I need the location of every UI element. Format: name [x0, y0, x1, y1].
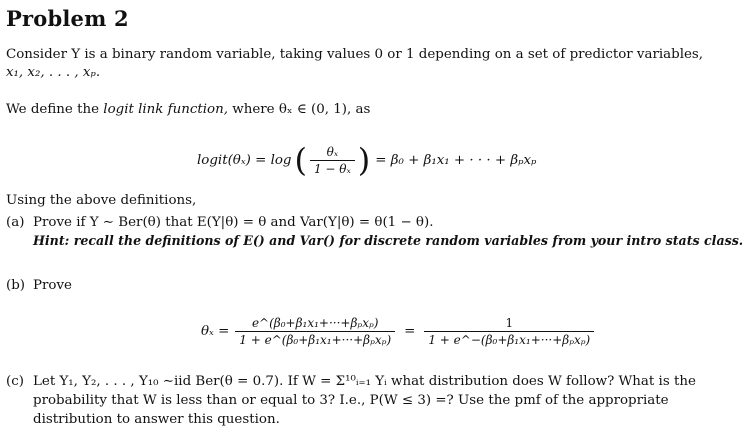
part-b-text: Prove — [33, 278, 72, 293]
fraction-one — [235, 316, 395, 347]
logit-numerator: θₓ — [326, 144, 339, 159]
using-definitions: Using the above definitions, — [6, 193, 197, 208]
fraction-two-denominator: 1 + e^−(β₀+β₁x₁+···+βₚxₚ) — [424, 331, 594, 347]
fraction-one-denominator: 1 + e^(β₀+β₁x₁+···+βₚxₚ) — [235, 331, 395, 347]
logit-lhs: logit(θₓ) = log — [197, 152, 292, 168]
theta-lhs: θₓ = — [201, 323, 230, 339]
part-a-text: Prove if Y ∼ Ber(θ) that E(Y|θ) = θ and Var(Y|θ) = θ(1 − θ). — [33, 215, 434, 230]
part-a-hint: Hint: recall the definitions of E() and Var() for discrete random variables from your intro stats class. — [33, 233, 744, 248]
part-c-line-1: Let Y₁, Y₂, . . . , Y₁₀ ∼iid Ber(θ = 0.7). If W = Σ¹⁰ᵢ₌₁ Yᵢ what distribution does W follow? What is the — [33, 374, 696, 389]
part-c-label: (c) — [6, 374, 24, 389]
equals-sign: = — [404, 323, 416, 339]
part-b-label: (b) — [6, 278, 26, 293]
fraction-one-numerator: e^(β₀+β₁x₁+···+βₚxₚ) — [251, 315, 379, 330]
part-a-label: (a) — [6, 215, 25, 230]
fraction-two — [424, 316, 594, 347]
intro-line-2: x₁, x₂, . . . , xₚ. — [6, 65, 101, 80]
definition-pre: We define the — [6, 102, 104, 117]
logit-fraction — [310, 145, 355, 176]
definition-term: logit link function, — [103, 102, 228, 117]
part-c-line-3: distribution to answer this question. — [33, 412, 280, 427]
part-c-line-2: probability that W is less than or equal to 3? I.e., P(W ≤ 3) =? Use the pmf of the appropriate — [33, 393, 669, 408]
logit-denominator: 1 − θₓ — [310, 160, 355, 176]
logit-equation: logit(θₓ) = log ( $\frac{\text{θₓ}}{\text{1 − θₓ}}$ ) = β₀ + β₁x₁ + · · · + βₚxₚ — [197, 141, 537, 179]
problem-title: Problem 2 — [6, 6, 129, 31]
intro-line-1: Consider Y is a binary random variable, taking values 0 or 1 depending on a set of predictor variables, — [6, 47, 704, 62]
part-b-equation — [201, 310, 597, 352]
definition-post: where θₓ ∈ (0, 1), as — [228, 102, 371, 117]
logit-rhs: = β₀ + β₁x₁ + · · · + βₚxₚ — [375, 152, 537, 168]
definition-sentence — [6, 101, 370, 119]
fraction-two-numerator: 1 — [505, 315, 514, 330]
